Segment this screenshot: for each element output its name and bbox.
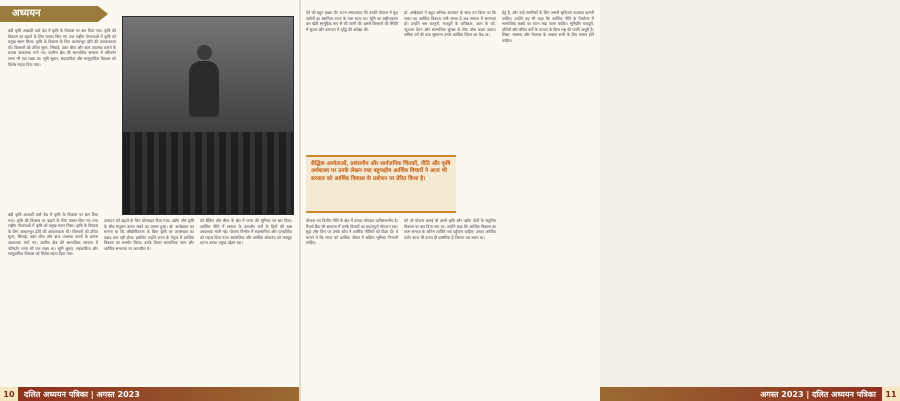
left-col-1: बड़ी कृषि आबादी वाले देश में कृषि के विकास पर बल दिया गया। कृषि की विकास दर बढ़ाने के लिए प्रयास किए गए तथा राष्ट्रीय योजनाओं में कृषि को प्रमुख स्थान मिला। कृषि के विकास के लिए आधारभूत ढाँचे की आवश्यकता थी। किसानों को उचित मूल्य, सिंचाई, उन्नत बीज और ऋण उपलब्ध कराने के प्रयास आवश्यक माने गए। ग्रामीण क्षेत्र की सामाजिक संरचना में परिवर्तन लाना भी एक लक्ष्य था। भूमि सुधार, सहकारिता और सामुदायिक विकास को विशेष महत्व दिया गया। [8, 28, 116, 67]
left-col-3: को बैंकिंग और बीमा के क्षेत्र में राज्य की भूमिका पर बल दिया। आर्थिक नीति में समाज के कमजोर वर्गों के हितों की रक्षा आवश्यक मानी गई। योजना निर्माण में सहभागिता और पारदर्शिता को महत्व दिया गया। सामाजिक और आर्थिक लोकतंत्र को मजबूत करना उनका प्रमुख उद्देश्य रहा। [200, 218, 292, 246]
pull-quote: सैद्धिक अध्येताओं, प्रशंसनीय और सार्वजनिक चिंतकों, नीति और कृषि अर्थशास्त्र पर उनके लेखन तथा बहुपक्षीय आर्थिक विचारों ने आज भी सरकार को आर्थिक विकास के प्रबोधन पर प्रेरित किया है। [306, 155, 456, 213]
right-col-1-bottom: योजना एवं वित्तीय नीति के क्षेत्र में उनका योगदान अविस्मरणीय है। रिजर्व बैंक की स्थापना में उनके विचारों का महत्वपूर्ण योगदान रहा। मुद्रा और वित्त पर उनके शोध ने आर्थिक नीतियों को दिशा दी। वे मानते थे कि राज्य को आर्थिक जीवन में सक्रिय भूमिका निभानी चाहिए। [306, 218, 398, 246]
right-col-2-bottom: को जो योजना बनाई थी उसमें कृषि और उद्योग दोनों के संतुलित विकास पर बल दिया गया था। उन्होंने कहा कि आर्थिक विकास का लाभ समाज के अंतिम व्यक्ति तक पहुँचना चाहिए। उनका आर्थिक दर्शन आज भी उतना ही प्रासंगिक है जितना उस समय था। [404, 218, 496, 240]
section-tab: अध्ययन [0, 6, 98, 22]
left-col-1-bottom: बड़ी कृषि आबादी वाले देश में कृषि के विकास पर बल दिया गया। कृषि की विकास दर बढ़ाने के लिए प्रयास किए गए तथा राष्ट्रीय योजनाओं में कृषि को प्रमुख स्थान मिला। कृषि के विकास के लिए आधारभूत ढाँचे की आवश्यकता थी। किसानों को उचित मूल्य, सिंचाई, उन्नत बीज और ऋण उपलब्ध कराने के प्रयास आवश्यक माने गए। ग्रामीण क्षेत्र की सामाजिक संरचना में परिवर्तन लाना भी एक लक्ष्य था। भूमि सुधार, सहकारिता और सामुदायिक विकास को विशेष महत्व दिया गया। [8, 212, 98, 257]
right-footer [600, 387, 900, 401]
footer-title-left: दलित अध्ययन पत्रिका | अगस्त 2023 [24, 389, 140, 399]
crowd [123, 132, 293, 214]
left-page [0, 0, 300, 401]
left-footer [0, 387, 300, 401]
speaker-head [197, 45, 212, 60]
historic-photo [122, 16, 294, 215]
speaker-figure [189, 61, 219, 117]
page-number-left: 10 [0, 387, 18, 401]
right-col-1-top: देने की बहुत इच्छा थी। राज्य समाजवाद की उनकी योजना में मूल उद्योगों का स्वामित्व राज्य के पास रहना था। भूमि का राष्ट्रीयकरण कर खेती सामूहिक रूप से की जानी थी। इससे किसानों की स्थिति में सुधार और उत्पादन में वृद्धि की अपेक्षा थी। [306, 10, 398, 32]
left-col-2: उत्पादन को बढ़ाने के लिए प्रोत्साहन दिया गया। उद्योग और कृषि के बीच संतुलन बनाए रखने का प्रयास हुआ। डॉ. अम्बेडकर का मानना था कि औद्योगीकरण के बिना कृषि पर जनसंख्या का दबाव कम नहीं होगा। इसलिए उन्होंने राज्य के नेतृत्व में आर्थिक विकास का समर्थन किया। उनके विचार सामाजिक न्याय और आर्थिक समानता पर आधारित थे। [104, 218, 194, 251]
right-col-2-top: डॉ. अम्बेडकर ने बहुत अधिक अध्ययन के साथ तय किया था कि भारत का आर्थिक विकास तभी संभव है जब समाज में समानता हो। उन्होंने श्रम कानूनों, मजदूरों के अधिकार, काम के घंटे, न्यूनतम वेतन और सामाजिक सुरक्षा के लिए ठोस कदम उठाए। श्रमिक वर्ग की दशा सुधारना उनके आर्थिक चिंतन का केंद्र था। [404, 10, 496, 38]
page-number-right: 11 [882, 387, 900, 401]
right-col-3: हेतु है, और उन्हें नागरिकों के लिए जरूरी सुविधाएं उपलब्ध करानी चाहिए। उन्होंने यह भी कहा कि आर्थिक नीति के निर्धारण में सामाजिक लक्ष्यों का ध्यान रखा जाना चाहिए। भूमिहीन मजदूरों, दलितों और वंचित वर्गों के उत्थान के बिना राष्ट्र की प्रगति अधूरी है। शिक्षा, स्वास्थ्य और रोजगार के अवसर सभी के लिए समान होने चाहिए। [502, 10, 595, 43]
right-page [300, 0, 897, 401]
footer-title-right: अगस्त 2023 | दलित अध्ययन पत्रिका [760, 389, 876, 399]
